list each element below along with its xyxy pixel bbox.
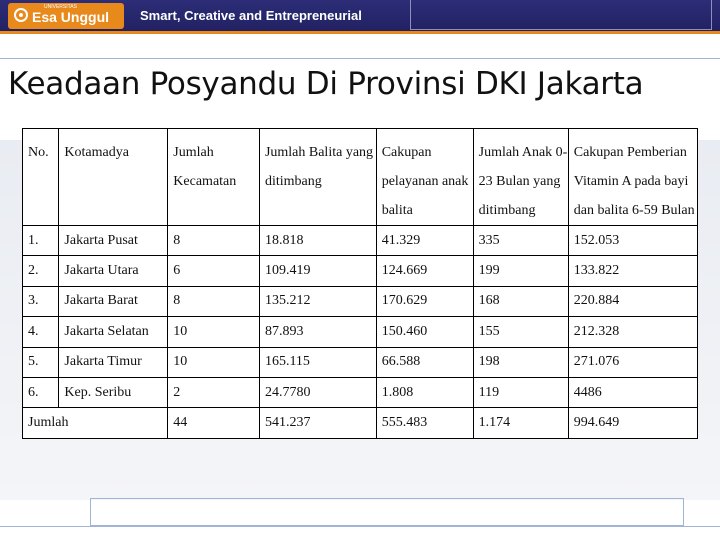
logo-emblem-icon	[14, 8, 28, 22]
table-row	[23, 256, 698, 286]
cell-vitamin: 152.053	[568, 226, 697, 256]
cell-pelayanan: 41.329	[376, 226, 473, 256]
cell-kecamatan: 2	[168, 377, 260, 407]
decor-footer-box	[90, 498, 684, 526]
table-header-row	[23, 129, 698, 226]
cell-kecamatan: 6	[168, 256, 260, 286]
cell-kotamadya: Jakarta Utara	[59, 256, 168, 286]
cell-anak: 199	[473, 256, 568, 286]
header-bar	[0, 0, 720, 34]
header-cakupan-pelayanan: Cakupan pelayanan anak balita	[376, 129, 473, 226]
header-decor-box	[410, 0, 712, 30]
cell-anak: 119	[473, 377, 568, 407]
total-kecamatan: 44	[168, 408, 260, 438]
cell-kotamadya: Kep. Seribu	[59, 377, 168, 407]
cell-anak: 198	[473, 347, 568, 377]
cell-kecamatan: 8	[168, 226, 260, 256]
cell-anak: 155	[473, 317, 568, 347]
cell-kotamadya: Jakarta Timur	[59, 347, 168, 377]
cell-balita: 87.893	[259, 317, 376, 347]
total-anak: 1.174	[473, 408, 568, 438]
header-cakupan-vitamin: Cakupan Pemberian Vitamin A pada bayi dan balita 6-59 Bulan	[568, 129, 697, 226]
decor-line-top	[0, 58, 720, 59]
cell-vitamin: 133.822	[568, 256, 697, 286]
cell-balita: 135.212	[259, 286, 376, 316]
logo-name: Esa Unggul	[32, 9, 110, 25]
posyandu-table	[22, 128, 698, 439]
table-row	[23, 377, 698, 407]
cell-balita: 109.419	[259, 256, 376, 286]
cell-anak: 168	[473, 286, 568, 316]
cell-no: 4.	[23, 317, 59, 347]
cell-balita: 18.818	[259, 226, 376, 256]
cell-kotamadya: Jakarta Barat	[59, 286, 168, 316]
table-row	[23, 317, 698, 347]
cell-kotamadya: Jakarta Pusat	[59, 226, 168, 256]
cell-balita: 165.115	[259, 347, 376, 377]
total-vitamin: 994.649	[568, 408, 697, 438]
cell-pelayanan: 150.460	[376, 317, 473, 347]
cell-pelayanan: 124.669	[376, 256, 473, 286]
table-row	[23, 347, 698, 377]
cell-pelayanan: 1.808	[376, 377, 473, 407]
decor-line-bottom	[0, 526, 720, 527]
header-kotamadya: Kotamadya	[59, 129, 168, 226]
header-jumlah-balita: Jumlah Balita yang ditimbang	[259, 129, 376, 226]
header-accent-rule	[0, 31, 720, 34]
cell-kecamatan: 8	[168, 286, 260, 316]
header-no: No.	[23, 129, 59, 226]
cell-no: 6.	[23, 377, 59, 407]
total-label: Jumlah	[23, 408, 168, 438]
total-pelayanan: 555.483	[376, 408, 473, 438]
cell-kecamatan: 10	[168, 347, 260, 377]
page-title: Keadaan Posyandu Di Provinsi DKI Jakarta	[8, 66, 644, 102]
cell-vitamin: 212.328	[568, 317, 697, 347]
cell-no: 1.	[23, 226, 59, 256]
table-row	[23, 226, 698, 256]
logo-small-text: UNIVERSITAS	[44, 4, 77, 10]
esa-unggul-logo	[8, 3, 124, 29]
header-jumlah-anak: Jumlah Anak 0-23 Bulan yang ditimbang	[473, 129, 568, 226]
cell-balita: 24.7780	[259, 377, 376, 407]
tagline: Smart, Creative and Entrepreneurial	[140, 8, 362, 23]
cell-no: 5.	[23, 347, 59, 377]
cell-pelayanan: 66.588	[376, 347, 473, 377]
cell-vitamin: 271.076	[568, 347, 697, 377]
cell-kotamadya: Jakarta Selatan	[59, 317, 168, 347]
table-total-row	[23, 408, 698, 438]
cell-vitamin: 4486	[568, 377, 697, 407]
cell-pelayanan: 170.629	[376, 286, 473, 316]
cell-kecamatan: 10	[168, 317, 260, 347]
cell-no: 2.	[23, 256, 59, 286]
total-balita: 541.237	[259, 408, 376, 438]
cell-anak: 335	[473, 226, 568, 256]
header-jumlah-kecamatan: Jumlah Kecamatan	[168, 129, 260, 226]
table-row	[23, 286, 698, 316]
cell-vitamin: 220.884	[568, 286, 697, 316]
cell-no: 3.	[23, 286, 59, 316]
